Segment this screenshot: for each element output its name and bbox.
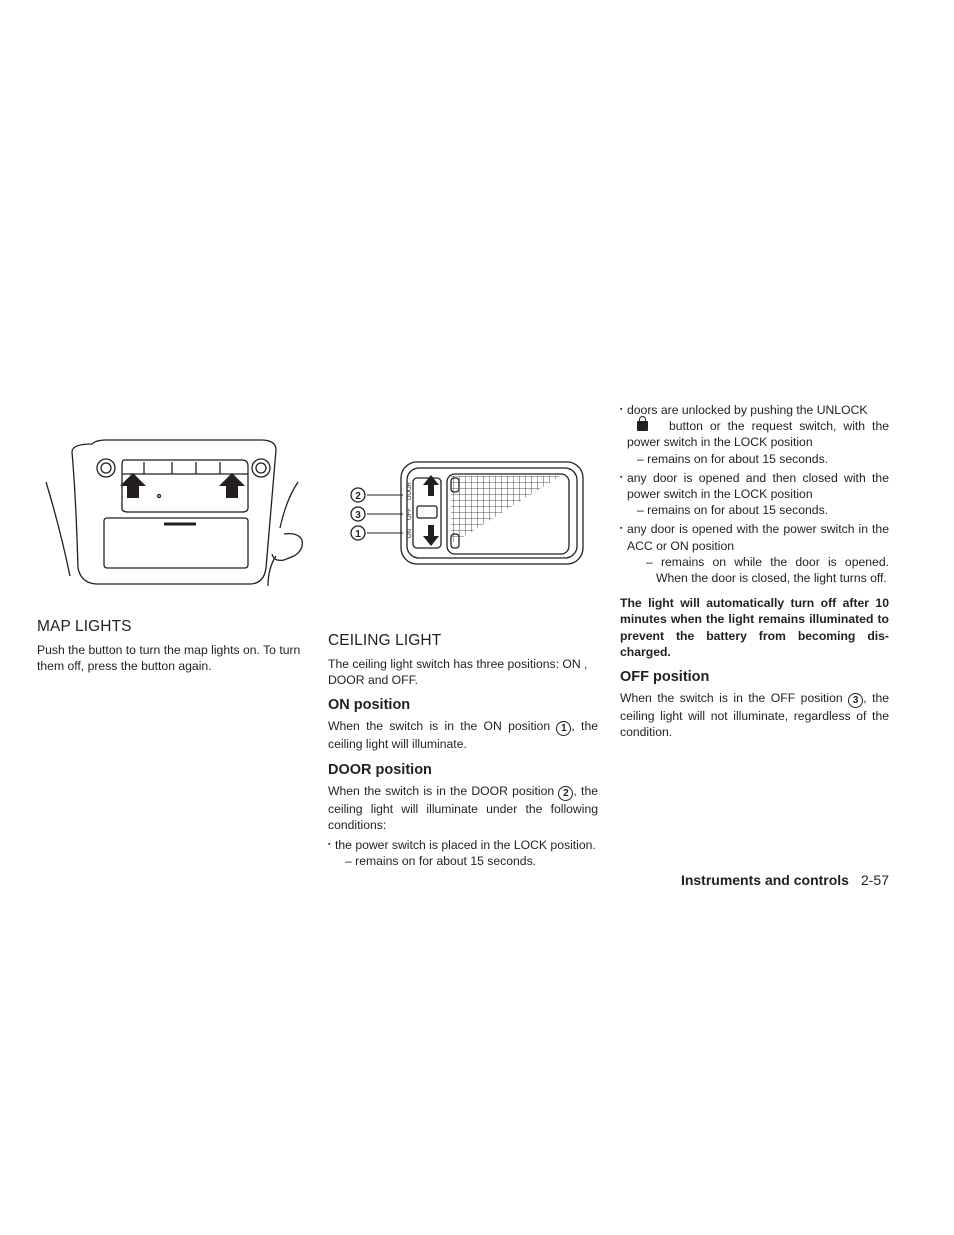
off-position-heading: OFF position — [620, 669, 710, 686]
bullet-door-opened-acc: ▪ any door is opened with the power switch in the ACC or ON position — [620, 521, 889, 553]
ceiling-light-heading: CEILING LIGHT — [328, 632, 442, 649]
switch-label-door: DOOR — [407, 482, 413, 500]
bullet-doors-unlocked-b: button or the request switch, with the power switch in the LOCK position — [627, 419, 889, 450]
dash-remains-on: – remains on for about 15 seconds. — [345, 854, 537, 869]
callout-3-inline: 3 — [848, 693, 863, 708]
dash-remains-on-3: – remains on for about 15 seconds. — [637, 503, 829, 518]
column-right — [620, 402, 889, 740]
column-left — [37, 618, 307, 674]
door-position-body — [328, 783, 598, 833]
callout-2-inline: 2 — [558, 786, 573, 801]
callout-1: 1 — [355, 529, 361, 540]
dash-remains-on-4: – remains on while the door is opened. When the door is closed, the light turns off. — [646, 554, 889, 586]
dash-remains-on-2: – remains on for about 15 seconds. — [637, 451, 829, 466]
off-position-text: When the switch is in the OFF position — [620, 691, 843, 706]
ceiling-light-body: The ceiling light switch has three positions: ON , DOOR and OFF. — [328, 657, 588, 688]
bullet-power-lock: ▪ the power switch is placed in the LOCK position. — [328, 837, 598, 853]
door-position-text: When the switch is in the DOOR position — [328, 783, 555, 798]
callout-1-inline: 1 — [556, 721, 571, 736]
callout-3: 3 — [355, 510, 361, 521]
battery-warning: The light will automatically turn off after 10 minutes when the light remains illuminated to prevent the battery from becoming dis-charged. — [620, 596, 889, 659]
bullet-doors-unlocked — [620, 402, 889, 451]
unlock-icon — [637, 421, 648, 431]
ceiling-light-figure — [345, 458, 585, 568]
off-position-text-b: , the ceiling light will not illuminate, regardless of the condition. — [620, 691, 890, 740]
page-number: 2-57 — [860, 872, 889, 888]
bullet-doors-unlocked-a: doors are unlocked by pushing the UNLOCK — [627, 403, 868, 417]
off-position-body — [620, 690, 889, 740]
map-lights-figure — [36, 438, 311, 590]
door-position-heading: DOOR position — [328, 761, 432, 778]
on-position-text: When the switch is in the ON position — [328, 719, 551, 734]
bullet-door-opened-closed: ▪ any door is opened and then closed with the power switch in the LOCK position — [620, 470, 889, 502]
door-position-text-b: , the ceiling light will illuminate under the following conditions: — [328, 783, 598, 832]
callout-2: 2 — [355, 491, 361, 502]
on-position-heading: ON position — [328, 697, 411, 714]
column-middle — [328, 632, 598, 869]
page-footer — [600, 872, 889, 888]
footer-section-title: Instruments and controls — [680, 872, 849, 888]
switch-label-on: ON — [407, 529, 413, 538]
up-arrow-icon — [120, 473, 245, 498]
switch-label-off: OFF — [407, 508, 413, 520]
on-position-text-b: , the ceiling light will illuminate. — [328, 719, 598, 752]
map-lights-heading: MAP LIGHTS — [37, 618, 132, 635]
map-lights-body: Push the button to turn the map lights on. To turn them off, press the button again. — [37, 643, 301, 674]
on-position-body — [328, 718, 598, 752]
